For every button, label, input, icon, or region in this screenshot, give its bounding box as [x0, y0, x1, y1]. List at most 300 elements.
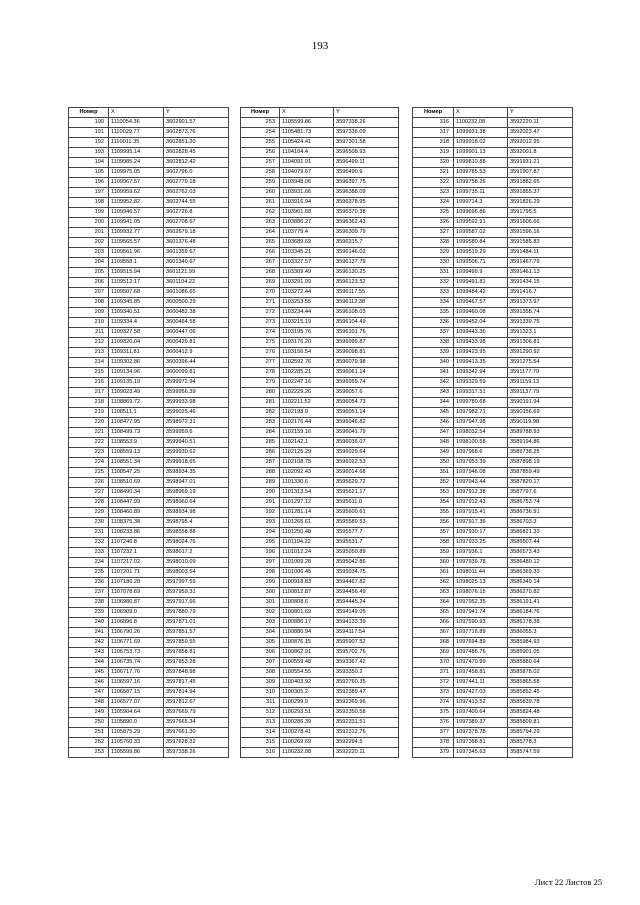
y-coordinate-cell: 3600447.06 [164, 328, 229, 338]
x-coordinate-cell: 1097378.78 [454, 728, 508, 738]
point-number-cell: 263 [241, 218, 280, 228]
x-coordinate-cell: 1097694.89 [454, 638, 508, 648]
y-coordinate-cell: 3589788.93 [508, 428, 573, 438]
table-row [413, 558, 573, 568]
table-row [241, 158, 399, 168]
y-coordinate-cell: 3593367.42 [334, 658, 399, 668]
x-coordinate-cell: 1102592.76 [280, 358, 334, 368]
point-number-cell: 309 [241, 678, 280, 688]
x-coordinate-cell: 1107246.8 [109, 538, 164, 548]
table-row [413, 498, 573, 508]
y-coordinate-cell: 3594117.54 [334, 628, 399, 638]
point-number-cell: 250 [69, 718, 109, 728]
x-coordinate-cell: 1109952.82 [109, 198, 164, 208]
table-row [69, 248, 229, 258]
table-row [241, 308, 399, 318]
point-number-cell: 277 [241, 358, 280, 368]
x-coordinate-cell: 1097486.76 [454, 648, 508, 658]
table-row [413, 318, 573, 328]
table-row [69, 428, 229, 438]
table-row [413, 608, 573, 618]
table-row [241, 668, 399, 678]
table-row [69, 508, 229, 518]
point-number-cell: 313 [241, 718, 280, 728]
x-coordinate-cell: 1101330.6 [280, 478, 334, 488]
y-coordinate-cell: 3591585.83 [508, 238, 573, 248]
y-coordinate-cell: 3586270.82 [508, 588, 573, 598]
y-coordinate-cell: 3585865.58 [508, 678, 573, 688]
table-row [241, 118, 399, 128]
table-row [69, 688, 229, 698]
table-row [241, 148, 399, 158]
y-coordinate-cell: 3591358.74 [508, 308, 573, 318]
table-row [241, 438, 399, 448]
point-number-cell: 237 [69, 588, 109, 598]
point-number-cell: 364 [413, 598, 454, 608]
point-number-cell: 219 [69, 408, 109, 418]
x-coordinate-cell: 1097458.81 [454, 668, 508, 678]
table-row [413, 138, 573, 148]
y-coordinate-cell: 3596388.09 [334, 188, 399, 198]
x-coordinate-cell: 1099499.9 [454, 268, 508, 278]
y-coordinate-cell: 3597661.30 [164, 728, 229, 738]
y-coordinate-cell: 3586480.12 [508, 558, 573, 568]
point-number-cell: 378 [413, 738, 454, 748]
y-coordinate-cell: 3596061.14 [334, 368, 399, 378]
table-row [241, 488, 399, 498]
y-coordinate-cell: 3595600.61 [334, 508, 399, 518]
x-coordinate-cell: 1103689.69 [280, 238, 334, 248]
point-number-cell: 253 [241, 118, 280, 128]
x-coordinate-cell: 1097968.6 [454, 448, 508, 458]
y-coordinate-cell: 3585880.64 [508, 658, 573, 668]
y-coordinate-cell: 3586507.44 [508, 538, 573, 548]
y-coordinate-cell: 3595629.72 [334, 478, 399, 488]
table-row [413, 118, 573, 128]
y-coordinate-cell: 3591467.79 [508, 258, 573, 268]
point-number-cell: 283 [241, 418, 280, 428]
y-coordinate-cell: 3594133.39 [334, 618, 399, 628]
x-coordinate-cell: 1102285.21 [280, 368, 334, 378]
y-coordinate-cell: 3596054.73 [334, 398, 399, 408]
x-coordinate-cell: 1097427.03 [454, 688, 508, 698]
x-coordinate-cell: 1097943.44 [454, 478, 508, 488]
x-coordinate-cell: 1098100.58 [454, 438, 508, 448]
y-coordinate-cell: 3586821.33 [508, 528, 573, 538]
point-number-cell: 337 [413, 328, 454, 338]
x-coordinate-cell: 1097912.38 [454, 488, 508, 498]
table-row [241, 468, 399, 478]
table-row [413, 728, 573, 738]
x-coordinate-cell: 1108559.13 [109, 448, 164, 458]
header-number: Номер [69, 108, 109, 118]
x-coordinate-cell: 1100286.39 [280, 718, 334, 728]
y-coordinate-cell: 3585878.02 [508, 668, 573, 678]
table-row [69, 138, 229, 148]
x-coordinate-cell: 1109327.58 [109, 328, 164, 338]
point-number-cell: 287 [241, 458, 280, 468]
table-row [69, 698, 229, 708]
y-coordinate-cell: 3592350.58 [334, 708, 399, 718]
table-row [413, 418, 573, 428]
x-coordinate-cell: 1100876.15 [280, 638, 334, 648]
y-coordinate-cell: 3597338.26 [334, 118, 399, 128]
point-number-cell: 211 [69, 328, 109, 338]
y-coordinate-cell: 3597665.34 [164, 718, 229, 728]
table-row [69, 708, 229, 718]
x-coordinate-cell: 1099785.53 [454, 168, 508, 178]
x-coordinate-cell: 1100559.48 [280, 658, 334, 668]
point-number-cell: 379 [413, 748, 454, 758]
point-number-cell: 354 [413, 498, 454, 508]
point-number-cell: 257 [241, 158, 280, 168]
x-coordinate-cell: 1105599.86 [109, 748, 164, 758]
point-number-cell: 346 [413, 418, 454, 428]
x-coordinate-cell: 1100403.92 [280, 678, 334, 688]
point-number-cell: 285 [241, 438, 280, 448]
y-coordinate-cell: 3599930.62 [164, 448, 229, 458]
point-number-cell: 273 [241, 318, 280, 328]
x-coordinate-cell: 1108447.99 [109, 498, 164, 508]
x-coordinate-cell: 1108510.69 [109, 478, 164, 488]
point-number-cell: 223 [69, 448, 109, 458]
table-row [69, 578, 229, 588]
point-number-cell: 300 [241, 588, 280, 598]
x-coordinate-cell: 1107217.02 [109, 558, 164, 568]
x-coordinate-cell: 1102142.1 [280, 438, 334, 448]
point-number-cell: 281 [241, 398, 280, 408]
y-coordinate-cell: 3596014.68 [334, 468, 399, 478]
table-row [241, 518, 399, 528]
table-row [413, 628, 573, 638]
point-number-cell: 199 [69, 208, 109, 218]
x-coordinate-cell: 1103886.27 [280, 218, 334, 228]
table-row [413, 128, 573, 138]
header-y: Y [164, 108, 229, 118]
table-row [69, 738, 229, 748]
y-coordinate-cell: 3591177.79 [508, 368, 573, 378]
y-coordinate-cell: 3597997.59 [164, 578, 229, 588]
table-row [241, 458, 399, 468]
y-coordinate-cell: 3598010.09 [164, 558, 229, 568]
y-coordinate-cell: 3599918.65 [164, 458, 229, 468]
x-coordinate-cell: 1100232.08 [280, 748, 334, 758]
point-number-cell: 305 [241, 638, 280, 648]
y-coordinate-cell: 3586369.33 [508, 568, 573, 578]
y-coordinate-cell: 3586055.3 [508, 628, 573, 638]
table-row [241, 718, 399, 728]
y-coordinate-cell: 3596137.79 [334, 258, 399, 268]
x-coordinate-cell: 1098025.13 [454, 578, 508, 588]
y-coordinate-cell: 3596079.98 [334, 358, 399, 368]
y-coordinate-cell: 3602779.18 [164, 178, 229, 188]
table-row [69, 448, 229, 458]
point-number-cell: 319 [413, 148, 454, 158]
point-number-cell: 238 [69, 598, 109, 608]
table-row [413, 228, 573, 238]
table-row [69, 588, 229, 598]
point-number-cell: 269 [241, 278, 280, 288]
point-number-cell: 359 [413, 548, 454, 558]
y-coordinate-cell: 3586178.38 [508, 618, 573, 628]
point-number-cell: 278 [241, 368, 280, 378]
y-coordinate-cell: 3591606.66 [508, 218, 573, 228]
y-coordinate-cell: 3596370.38 [334, 208, 399, 218]
y-coordinate-cell: 3600099.81 [164, 368, 229, 378]
x-coordinate-cell: 1105424.41 [280, 138, 334, 148]
x-coordinate-cell: 1099901.13 [454, 148, 508, 158]
x-coordinate-cell: 1107186.28 [109, 578, 164, 588]
table-row [241, 318, 399, 328]
y-coordinate-cell: 3590191.94 [508, 398, 573, 408]
header-y: Y [508, 108, 573, 118]
y-coordinate-cell: 3596315.7 [334, 238, 399, 248]
x-coordinate-cell: 1099452.04 [454, 318, 508, 328]
x-coordinate-cell: 1101250.48 [280, 528, 334, 538]
point-number-cell: 308 [241, 668, 280, 678]
x-coordinate-cell: 1097400.64 [454, 708, 508, 718]
x-coordinate-cell: 1099467.57 [454, 298, 508, 308]
x-coordinate-cell: 1103253.55 [280, 298, 334, 308]
x-coordinate-cell: 1103901.68 [280, 208, 334, 218]
y-coordinate-cell: 3586703.3 [508, 518, 573, 528]
x-coordinate-cell: 1106980.87 [109, 598, 164, 608]
x-coordinate-cell: 1108499.73 [109, 428, 164, 438]
table-row [241, 598, 399, 608]
table-row [413, 538, 573, 548]
table-row [69, 458, 229, 468]
x-coordinate-cell: 1102125.29 [280, 448, 334, 458]
table-row [69, 648, 229, 658]
y-coordinate-cell: 3591795.5 [508, 208, 573, 218]
y-coordinate-cell: 3596098.81 [334, 348, 399, 358]
x-coordinate-cell: 1109932.77 [109, 228, 164, 238]
y-coordinate-cell: 3596130.25 [334, 268, 399, 278]
y-coordinate-cell: 3585901.05 [508, 648, 573, 658]
table-row [241, 178, 399, 188]
point-number-cell: 214 [69, 358, 109, 368]
table-row [413, 678, 573, 688]
point-number-cell: 240 [69, 618, 109, 628]
x-coordinate-cell: 1109975.05 [109, 168, 164, 178]
table-row [241, 268, 399, 278]
table-row [241, 338, 399, 348]
x-coordinate-cell: 1106909.0 [109, 608, 164, 618]
point-number-cell: 217 [69, 388, 109, 398]
y-coordinate-cell: 3597338.26 [164, 748, 229, 758]
point-number-cell: 253 [69, 748, 109, 758]
x-coordinate-cell: 1109345.85 [109, 298, 164, 308]
x-coordinate-cell: 1097716.89 [454, 628, 508, 638]
x-coordinate-cell: 1108233.86 [109, 528, 164, 538]
table-row [69, 288, 229, 298]
table-row [241, 478, 399, 488]
y-coordinate-cell: 3592012.95 [508, 138, 573, 148]
point-number-cell: 304 [241, 628, 280, 638]
y-coordinate-cell: 3601376.48 [164, 238, 229, 248]
y-coordinate-cell: 3602851.20 [164, 138, 229, 148]
table-row [69, 348, 229, 358]
y-coordinate-cell: 3595531.7 [334, 538, 399, 548]
x-coordinate-cell: 1099587.02 [454, 228, 508, 238]
y-coordinate-cell: 3585839.78 [508, 698, 573, 708]
point-number-cell: 292 [241, 508, 280, 518]
y-coordinate-cell: 3595621.17 [334, 488, 399, 498]
point-number-cell: 376 [413, 718, 454, 728]
table-row [241, 328, 399, 338]
y-coordinate-cell: 3597669.79 [164, 708, 229, 718]
table-row [69, 258, 229, 268]
table-row [241, 128, 399, 138]
table-row [413, 278, 573, 288]
x-coordinate-cell: 1097982.71 [454, 408, 508, 418]
table-row [241, 638, 399, 648]
x-coordinate-cell: 1097933.25 [454, 538, 508, 548]
point-number-cell: 356 [413, 518, 454, 528]
point-number-cell: 264 [241, 228, 280, 238]
table-row [413, 338, 573, 348]
y-coordinate-cell: 3592294.5 [334, 738, 399, 748]
y-coordinate-cell: 3598969.19 [164, 488, 229, 498]
table-row [69, 748, 229, 758]
table-row [69, 268, 229, 278]
table-row [241, 578, 399, 588]
table-row [413, 688, 573, 698]
point-number-cell: 315 [241, 738, 280, 748]
point-number-cell: 322 [413, 178, 454, 188]
point-number-cell: 249 [69, 708, 109, 718]
point-number-cell: 282 [241, 408, 280, 418]
y-coordinate-cell: 3591416.7 [508, 288, 573, 298]
x-coordinate-cell: 1100918.83 [280, 578, 334, 588]
point-number-cell: 328 [413, 238, 454, 248]
point-number-cell: 336 [413, 318, 454, 328]
table-row [241, 368, 399, 378]
y-coordinate-cell: 3592389.47 [334, 688, 399, 698]
table-row [413, 618, 573, 628]
point-number-cell: 365 [413, 608, 454, 618]
point-number-cell: 366 [413, 618, 454, 628]
table-row [413, 358, 573, 368]
point-number-cell: 201 [69, 228, 109, 238]
x-coordinate-cell: 1099484.42 [454, 288, 508, 298]
y-coordinate-cell: 3595589.53 [334, 518, 399, 528]
y-coordinate-cell: 3589194.86 [508, 438, 573, 448]
point-number-cell: 321 [413, 168, 454, 178]
table-row [69, 228, 229, 238]
point-number-cell: 272 [241, 308, 280, 318]
x-coordinate-cell: 1109941.05 [109, 218, 164, 228]
point-number-cell: 334 [413, 298, 454, 308]
point-number-cell: 194 [69, 158, 109, 168]
y-coordinate-cell: 3596378.95 [334, 198, 399, 208]
y-coordinate-cell: 3596490.9 [334, 168, 399, 178]
point-number-cell: 227 [69, 488, 109, 498]
table-row [413, 528, 573, 538]
table-row [241, 228, 399, 238]
x-coordinate-cell: 1108477.95 [109, 418, 164, 428]
x-coordinate-cell: 1108511.1 [109, 408, 164, 418]
point-number-cell: 307 [241, 658, 280, 668]
point-number-cell: 258 [241, 168, 280, 178]
y-coordinate-cell: 3591339.75 [508, 318, 573, 328]
y-coordinate-cell: 3596362.43 [334, 218, 399, 228]
table-row [413, 578, 573, 588]
x-coordinate-cell: 1103948.06 [280, 178, 334, 188]
y-coordinate-cell: 3592220.11 [334, 748, 399, 758]
y-coordinate-cell: 3591484.11 [508, 248, 573, 258]
coordinate-table-1 [68, 107, 229, 758]
x-coordinate-cell: 1102211.52 [280, 398, 334, 408]
point-number-cell: 373 [413, 688, 454, 698]
table-row [241, 298, 399, 308]
point-number-cell: 197 [69, 188, 109, 198]
y-coordinate-cell: 3601121.99 [164, 268, 229, 278]
table-row [413, 738, 573, 748]
table-row [69, 598, 229, 608]
y-coordinate-cell: 3592312.76 [334, 728, 399, 738]
x-coordinate-cell: 1110054.36 [109, 118, 164, 128]
y-coordinate-cell: 3586191.41 [508, 598, 573, 608]
y-coordinate-cell: 3585984.93 [508, 638, 573, 648]
point-number-cell: 353 [413, 488, 454, 498]
point-number-cell: 318 [413, 138, 454, 148]
point-number-cell: 259 [241, 178, 280, 188]
table-row [413, 218, 573, 228]
y-coordinate-cell: 3591275.54 [508, 358, 573, 368]
y-coordinate-cell: 3599972.94 [164, 378, 229, 388]
x-coordinate-cell: 1100886.17 [280, 618, 334, 628]
point-number-cell: 333 [413, 288, 454, 298]
x-coordinate-cell: 1102176.44 [280, 418, 334, 428]
y-coordinate-cell: 3586573.43 [508, 548, 573, 558]
table-row [413, 468, 573, 478]
x-coordinate-cell: 1097413.52 [454, 698, 508, 708]
table-row [241, 508, 399, 518]
point-number-cell: 255 [241, 138, 280, 148]
table-row [241, 378, 399, 388]
table-row [413, 598, 573, 608]
point-number-cell: 232 [69, 538, 109, 548]
point-number-cell: 323 [413, 188, 454, 198]
table-row [69, 198, 229, 208]
x-coordinate-cell: 1110029.77 [109, 128, 164, 138]
point-number-cell: 327 [413, 228, 454, 238]
y-coordinate-cell: 3585794.29 [508, 728, 573, 738]
table-row [69, 358, 229, 368]
x-coordinate-cell: 1107078.69 [109, 588, 164, 598]
y-coordinate-cell: 3596029.64 [334, 448, 399, 458]
table-row [241, 728, 399, 738]
table-row [413, 568, 573, 578]
point-number-cell: 204 [69, 258, 109, 268]
table-row [69, 308, 229, 318]
table-row [413, 308, 573, 318]
y-coordinate-cell: 3602744.55 [164, 198, 229, 208]
x-coordinate-cell: 1102229.26 [280, 388, 334, 398]
table-row [241, 428, 399, 438]
x-coordinate-cell: 1101009.28 [280, 558, 334, 568]
y-coordinate-cell: 3597859.55 [164, 638, 229, 648]
y-coordinate-cell: 3600500.29 [164, 298, 229, 308]
y-coordinate-cell: 3586736.91 [508, 508, 573, 518]
point-number-cell: 284 [241, 428, 280, 438]
y-coordinate-cell: 3598017.2 [164, 548, 229, 558]
y-coordinate-cell: 3587797.6 [508, 488, 573, 498]
x-coordinate-cell: 1103291.09 [280, 278, 334, 288]
x-coordinate-cell: 1097939.78 [454, 558, 508, 568]
y-coordinate-cell: 3595050.89 [334, 548, 399, 558]
